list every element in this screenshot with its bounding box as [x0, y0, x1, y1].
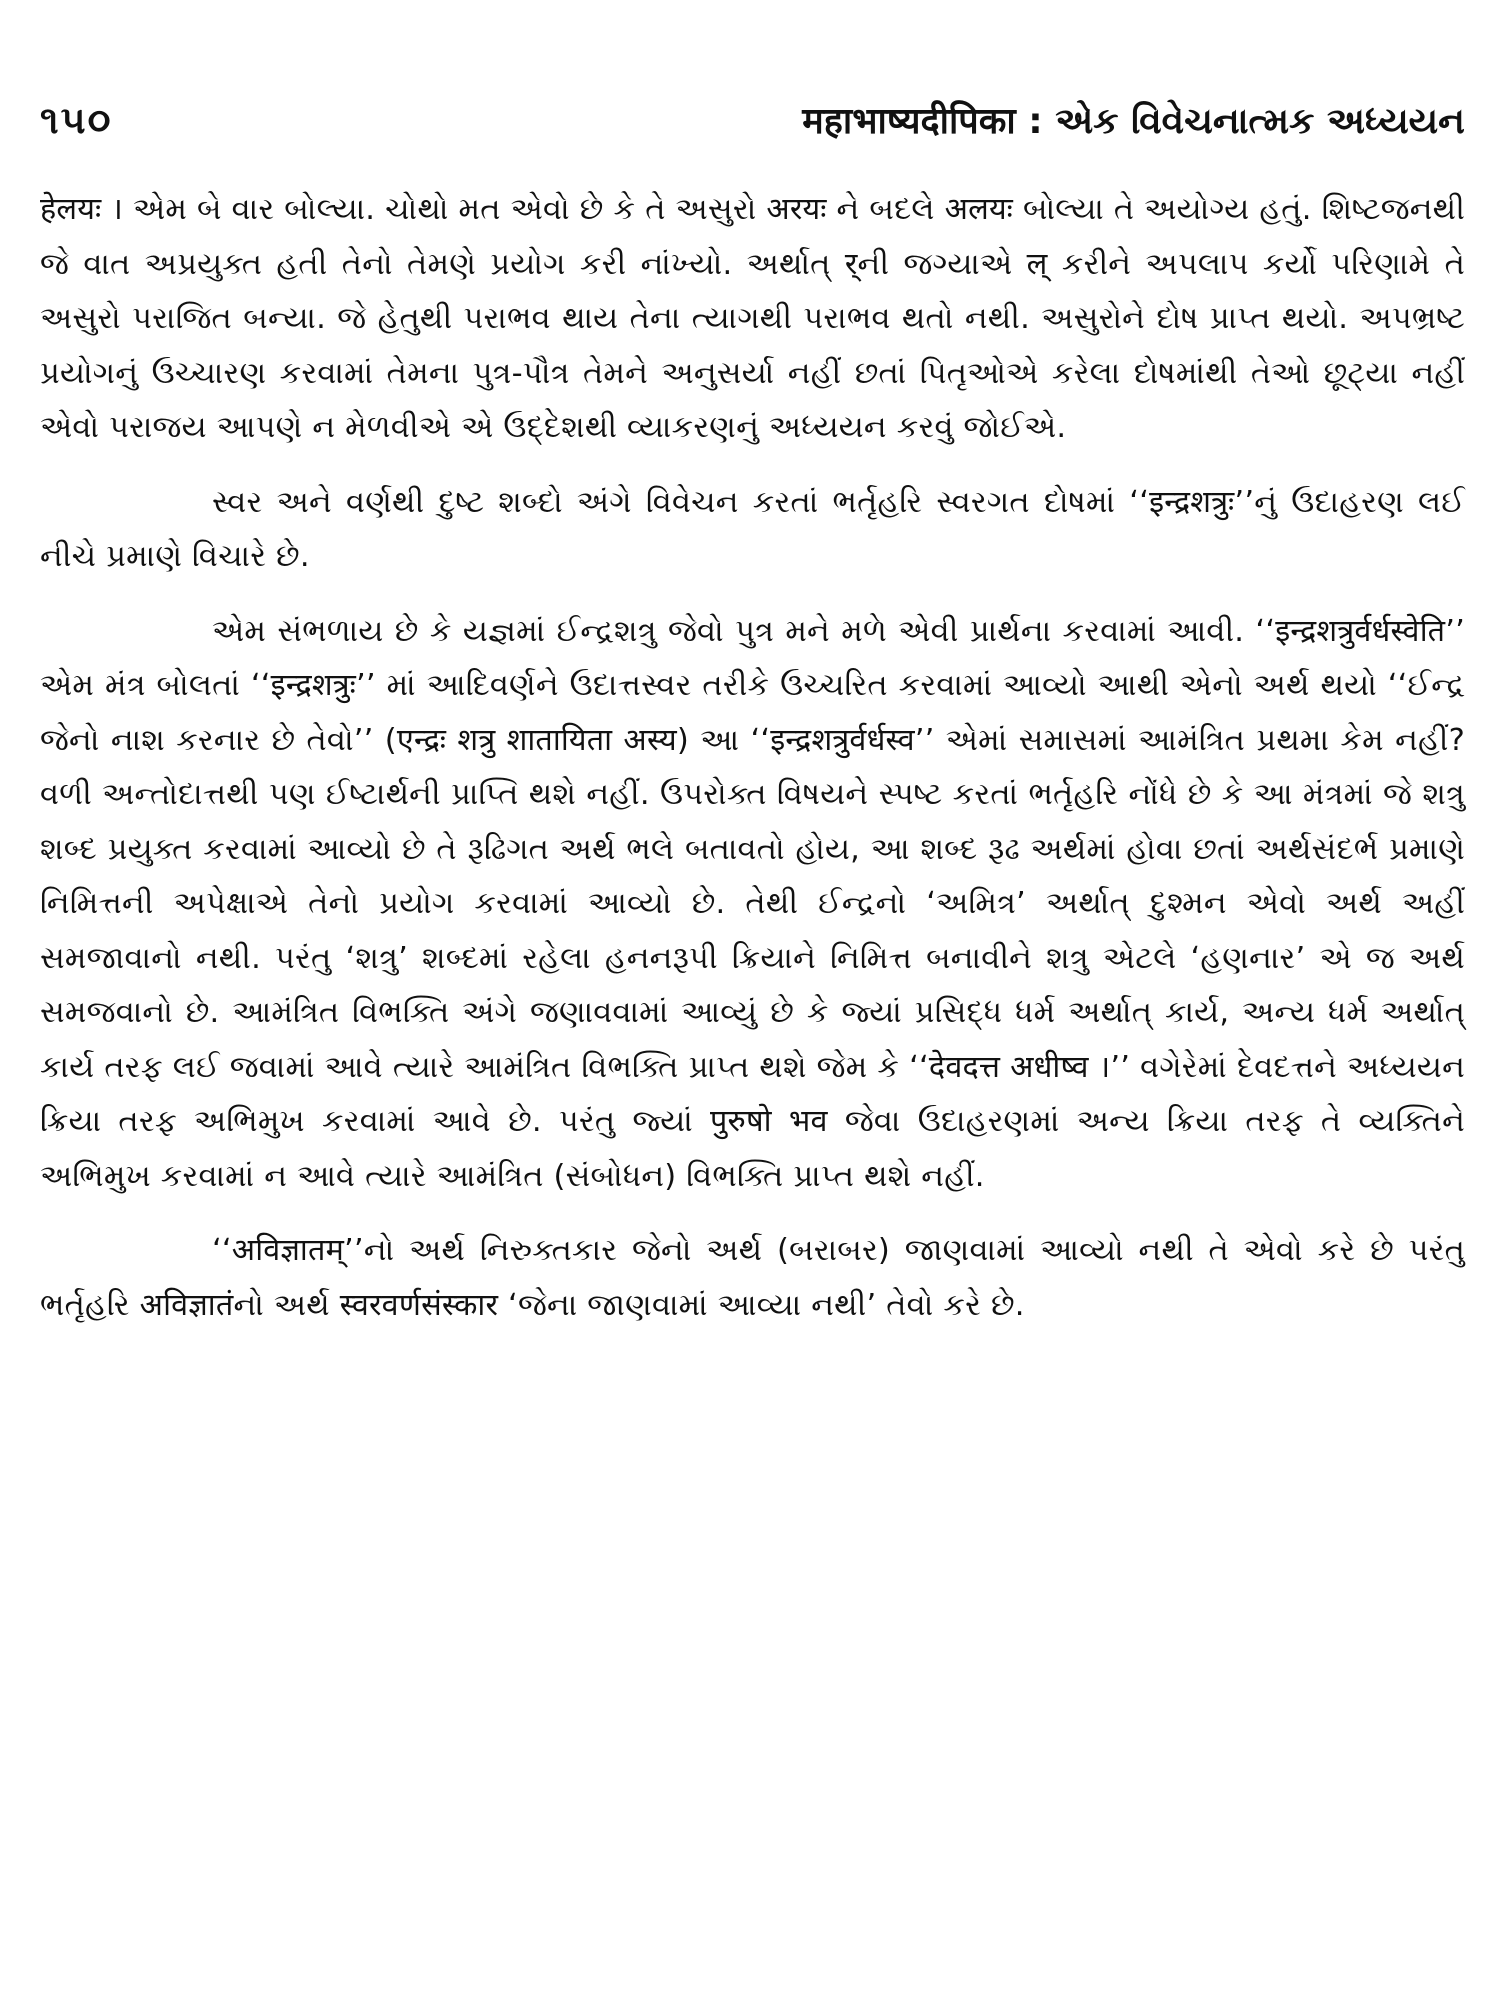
paragraph-4: ‘‘अविज्ञातम्’’નો અર્થ નિરુક્તકાર જેનો અર્થ (બરાબર) જાણવામાં આવ્યો નથી તે એવો કરે છે પરંતુ ભર્તૃહરિ अविज्ञातंનો અર્થ स्वरवर्णसंस्कार ‘જેના જાણવામાં આવ્યા નથી’ તેવો કરે છે. — [40, 1233, 1465, 1323]
page-number: ૧૫૦ — [40, 98, 113, 142]
running-head — [40, 95, 1465, 155]
paragraph-1: हेलयः । એમ બે વાર બોલ્યા. ચોથો મત એવો છે કે તે અસુરો अरयः ને બદલે अलयः બોલ્યા તે અયોગ્ય હતું. શિષ્ટજનથી જે વાત અપ્રયુક્ત હતી તેનો તેમણે પ્રયોગ કરી નાંખ્યો. અર્થાત્ र्‌ની જગ્યાએ ल्‌ કરીને અપલાપ કર્યો પરિણામે તે અસુરો પરાજિત બન્યા. જે હેતુથી પરાભવ થાય તેના ત્યાગથી પરાભવ થતો નથી. અસુરોને દોષ પ્રાપ્ત થયો. અપભ્રષ્ટ પ્રયોગનું ઉચ્ચારણ કરવામાં તેમના પુત્ર-પૌત્ર તેમને અનુસર્યા નહીં છતાં પિતૃઓએ કરેલા દોષમાંથી તેઓ છૂટ્યા નહીં એવો પરાજય આપણે ન મેળવીએ એ ઉદ્દેશથી વ્યાકરણનું અધ્યયન કરવું જોઈએ. — [40, 192, 1465, 445]
body-text — [40, 183, 1465, 1333]
running-title: महाभाष्यदीपिका : એક વિવેચનાત્મક અધ્યયન — [802, 101, 1465, 142]
paragraph-2: સ્વર અને વર્ણથી દુષ્ટ શબ્દો અંગે વિવેચન કરતાં ભર્તૃહરિ સ્વરગત દોષમાં ‘‘इन्द्रशत्रुः’’નું ઉદાહરણ લઈ નીચે પ્રમાણે વિચારે છે. — [40, 484, 1465, 574]
paragraph-3: એમ સંભળાય છે કે યજ્ઞમાં ઈન્દ્રશત્રુ જેવો પુત્ર મને મળે એવી પ્રાર્થના કરવામાં આવી. ‘‘इन्द्रशत्रुर्वर्धस्वेति’’ એમ મંત્ર બોલતાં ‘‘इन्द्रशत्रुः’’ માં આદિવર્ણને ઉદાત્તસ્વર તરીકે ઉચ્ચરિત કરવામાં આવ્યો આથી એનો અર્થ થયો ‘‘ઈન્દ્ર જેનો નાશ કરનાર છે તેવો’’ (एन्द्रः शत्रु शातायिता अस्य) આ ‘‘इन्द्रशत्रुर्वर्धस्व’’ એમાં સમાસમાં આમંત્રિત પ્રથમા કેમ નહીં? વળી અન્તોદાત્તથી પણ ઈષ્ટાર્થની પ્રાપ્તિ થશે નહીં. ઉપરોક્ત વિષયને સ્પષ્ટ કરતાં ભર્તૃહરિ નોંધે છે કે આ મંત્રમાં જે શત્રુ શબ્દ પ્રયુક્ત કરવામાં આવ્યો છે તે રૂઢિગત અર્થ ભલે બતાવતો હોય, આ શબ્દ રૂઢ અર્થમાં હોવા છતાં અર્થસંદર્ભ પ્રમાણે નિમિત્તની અપેક્ષાએ તેનો પ્રયોગ કરવામાં આવ્યો છે. તેથી ઈન્દ્રનો ‘અમિત્ર’ અર્થાત્ દુશ્મન એવો અર્થ અહીં સમજાવાનો નથી. પરંતુ ‘શત્રુ’ શબ્દમાં રહેલા હનનરૂપી ક્રિયાને નિમિત્ત બનાવીને શત્રુ એટલે ‘હણનાર’ એ જ અર્થ સમજવાનો છે. આમંત્રિત વિભક્તિ અંગે જણાવવામાં આવ્યું છે કે જ્યાં પ્રસિદ્ધ ધર્મ અર્થાત્ કાર્ય, અન્ય ધર્મ અર્થાત્ કાર્ય તરફ લઈ જવામાં આવે ત્યારે આમંત્રિત વિભક્તિ પ્રાપ્ત થશે જેમ કે ‘‘देवदत्त अधीष्व ।’’ વગેરેમાં દેવદત્તને અધ્યયન ક્રિયા તરફ અભિમુખ કરવામાં આવે છે. પરંતુ જ્યાં पुरुषो भव જેવા ઉદાહરણમાં અન્ય ક્રિયા તરફ તે વ્યક્તિને અભિમુખ કરવામાં ન આવે ત્યારે આમંત્રિત (સંબોધન) વિભક્તિ પ્રાપ્ત થશે નહીં. — [40, 613, 1465, 1194]
